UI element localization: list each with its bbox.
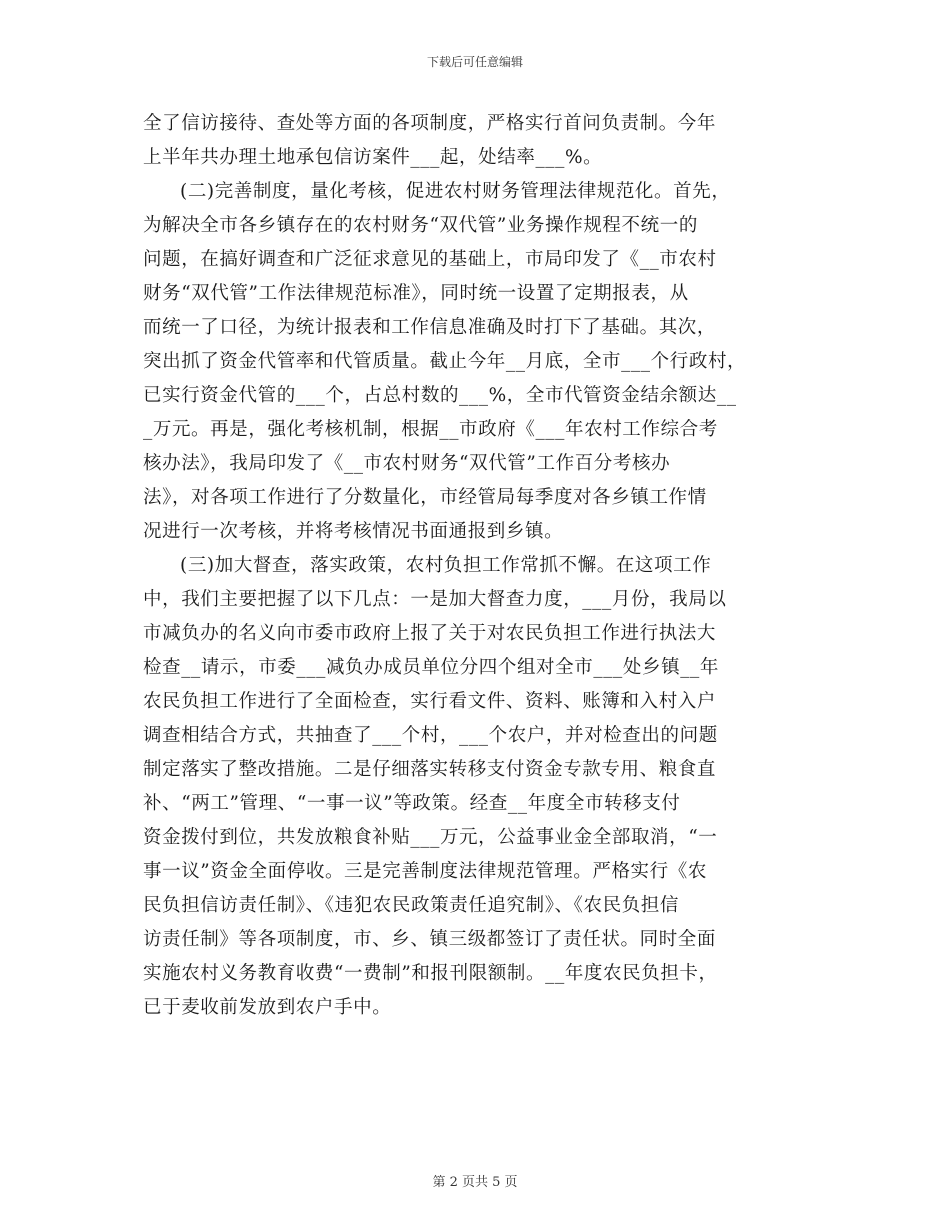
body-line: 法》，对各项工作进行了分数量化，市经管局每季度对各乡镇工作情	[143, 487, 707, 508]
body-line: 为解决全市各乡镇存在的农村财务“双代管”业务操作规程不统一的	[143, 215, 698, 236]
body-line: 农民负担工作进行了全面检查，实行看文件、资料、账簿和入村入户	[143, 691, 717, 712]
body-line: 已于麦收前发放到农户手中。	[143, 997, 392, 1018]
body-line: 问题，在搞好调查和广泛征求意见的基础上，市局印发了《__市农村	[143, 249, 717, 270]
page-footer: 第 2 页共 5 页	[432, 1175, 518, 1190]
body-line: 访责任制》等各项制度，市、乡、镇三级都签订了责任状。同时全面	[143, 929, 717, 950]
body-line: 制定落实了整改措施。二是仔细落实转移支付资金专款专用、粮食直	[143, 759, 717, 780]
section-heading-line: (三)加大督查，落实政策，农村负担工作常抓不懈。在这项工作	[180, 555, 712, 576]
body-line: 而统一了口径，为统计报表和工作信息准确及时打下了基础。其次，	[143, 317, 717, 338]
body-line: 调查相结合方式，共抽查了___个村，___个农户，并对检查出的问题	[143, 725, 718, 746]
body-line: 突出抓了资金代管率和代管质量。截止今年__月底，全市___个行政村，	[143, 351, 747, 372]
body-line: 补、“两工”管理、“一事一议”等政策。经查__年度全市转移支付	[143, 793, 681, 814]
body-line: 市减负办的名义向市委市政府上报了关于对农民负担工作进行执法大	[143, 623, 717, 644]
body-line: 中，我们主要把握了以下几点：一是加大督查力度，___月份，我局以	[143, 589, 727, 610]
body-line: 事一议”资金全面停收。三是完善制度法律规范管理。严格实行《农	[143, 861, 707, 882]
body-line: 资金拨付到位，共发放粮食补贴___万元，公益事业金全部取消，“一	[143, 827, 718, 848]
body-line: 财务“双代管”工作法律规范标准》，同时统一设置了定期报表，从	[143, 283, 689, 304]
body-line: 上半年共办理土地承包信访案件___起，处结率___%。	[143, 147, 603, 168]
section-heading-line: (二)完善制度，量化考核，促进农村财务管理法律规范化。首先，	[180, 181, 731, 202]
body-line: 民负担信访责任制》、《违犯农民政策责任追究制》、《农民负担信	[143, 895, 680, 916]
body-line: 况进行一次考核，并将考核情况书面通报到乡镇。	[143, 521, 564, 542]
body-line: 实施农村义务教育收费“一费制”和报刊限额制。__年度农民负担卡，	[143, 963, 718, 984]
body-line: 已实行资金代管的___个，占总村数的___%，全市代管资金结余额达__	[143, 385, 737, 406]
document-body	[143, 107, 813, 1025]
body-line: 全了信访接待、查处等方面的各项制度，严格实行首问负责制。今年	[143, 113, 717, 134]
body-line: 检查__请示，市委___减负办成员单位分四个组对全市___处乡镇__年	[143, 657, 720, 678]
body-line: _万元。再是，强化考核机制，根据__市政府《___年农村工作综合考	[143, 419, 718, 440]
page-header: 下载后可任意编辑	[426, 55, 523, 69]
body-line: 核办法》，我局印发了《__市农村财务“双代管”工作百分考核办	[143, 453, 671, 474]
